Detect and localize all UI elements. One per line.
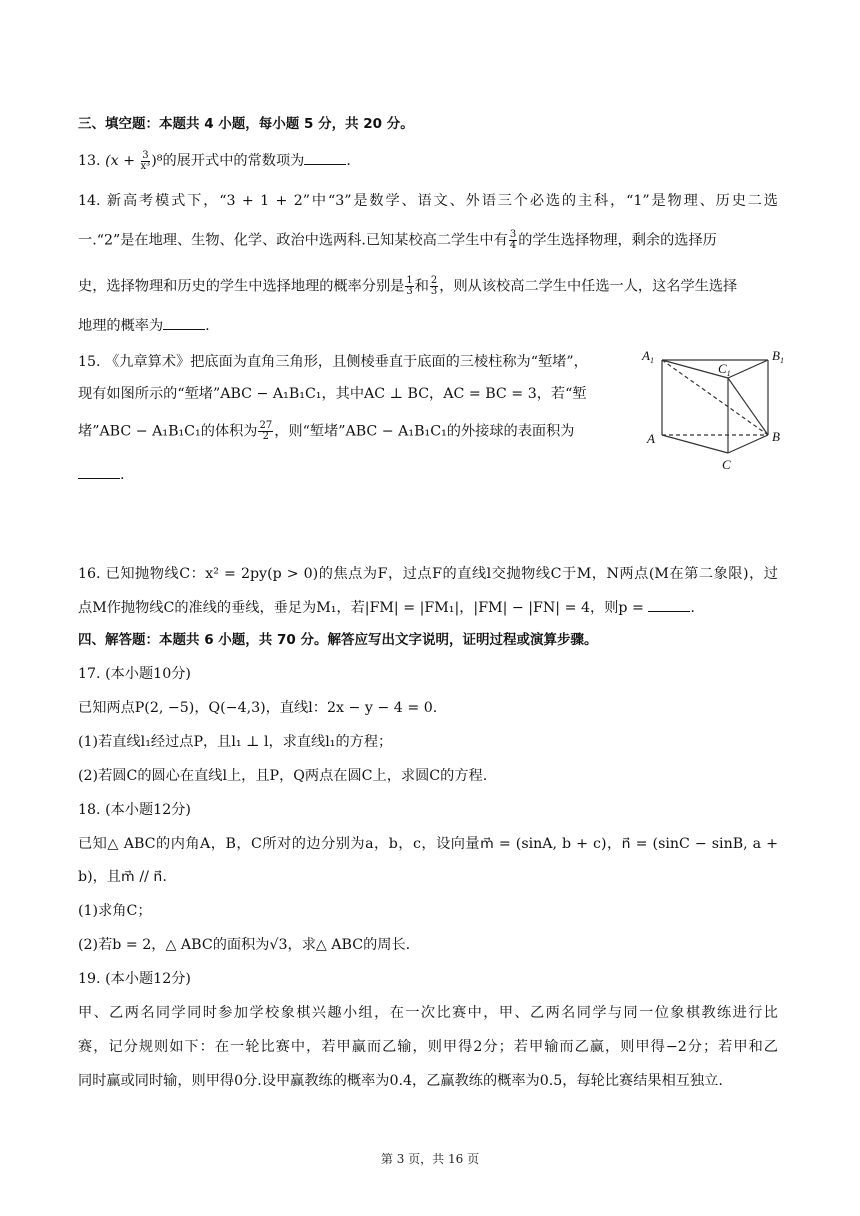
- q13-frac-den: x³: [140, 160, 151, 172]
- q14-line-4-text: 地理的概率为: [78, 318, 164, 334]
- q16-answer-blank[interactable]: [648, 597, 690, 612]
- q15-answer-blank[interactable]: [78, 464, 120, 479]
- q15-frac-num: 27: [259, 420, 273, 431]
- q17-title: 17. (本小题10分): [78, 666, 191, 682]
- q14-frac-den: 4: [509, 240, 517, 251]
- q16-line-2: [78, 597, 778, 618]
- q15-line-1: 15. 《九章算术》把底面为直角三角形，且侧棱垂直于底面的三棱柱称为“堑堵”，: [78, 354, 588, 370]
- q13-expr-left: (x +: [105, 153, 140, 169]
- page-footer: 第 3 页，共 16 页: [380, 1152, 480, 1166]
- q17-line-2: (1)若直线l₁经过点P，且l₁ ⊥ l，求直线l₁的方程；: [78, 734, 393, 750]
- q14-frac-num: 3: [509, 229, 517, 240]
- edge-cb: [728, 435, 768, 453]
- q17-line-1: 已知两点P(2, −5)，Q(−4,3)，直线l：2x − y − 4 = 0.: [78, 700, 438, 716]
- q14-end: .: [205, 318, 210, 334]
- label-a1: $A_1$: [642, 348, 654, 365]
- q18-line-2: b)，且m⃗ // n⃗.: [78, 869, 167, 885]
- q15-line-3b: ，则“堑堵”ABC − A₁B₁C₁的外接球的表面积为: [274, 423, 575, 440]
- q14-f2-den: 3: [430, 286, 438, 297]
- edge-c1b: [728, 378, 768, 435]
- q15-fraction-27-2: [258, 421, 273, 442]
- q13-text: 的展开式中的常数项为: [162, 153, 305, 169]
- q14-line-4: [78, 315, 778, 336]
- q15-line-3a: 堵”ABC − A₁B₁C₁的体积为: [78, 423, 258, 440]
- q14-line-2b: 的学生选择物理，剩余的选择历: [518, 232, 717, 249]
- q14-f1-den: 3: [406, 286, 413, 297]
- q13-expr-right: )⁸: [151, 153, 163, 169]
- section-4-heading: 四、解答题：本题共 6 小题，共 70 分。解答应写出文字说明，证明过程或演算步骤。: [78, 632, 598, 648]
- q18-line-1: 已知△ ABC的内角A，B，C所对的边分别为a，b，c，设向量m⃗ = (sinA, b + c)，n⃗ = (sinC − sinB, a +: [78, 836, 778, 852]
- q14-line-2: [78, 230, 778, 251]
- q17-line-3: (2)若圆C的圆心在直线l上，且P，Q两点在圆C上，求圆C的方程.: [78, 768, 488, 784]
- label-c1: $C_1$: [718, 361, 731, 378]
- q14-f1-num: 1: [406, 275, 413, 286]
- label-b1: $B_1$: [772, 348, 784, 365]
- q18-title: 18. (本小题12分): [78, 802, 191, 818]
- q14-line-3a: 史，选择物理和历史的学生中选择地理的概率分别是: [78, 278, 405, 295]
- label-b: B: [772, 429, 780, 444]
- q13-number: 13.: [78, 153, 101, 169]
- q14-line-2a: 一.“2”是在地理、生物、化学、政治中选两科.已知某校高二学生中有: [78, 232, 508, 249]
- q13-answer-blank[interactable]: [304, 150, 346, 165]
- q15-end: .: [120, 467, 125, 483]
- q16-line-1: 16. 已知抛物线C：x² = 2py(p > 0)的焦点为F，过点F的直线l交抛物线C于M，N两点(M在第二象限)，过: [78, 566, 778, 582]
- q19-title: 19. (本小题12分): [78, 971, 191, 987]
- q18-line-3: (1)求角C；: [78, 903, 152, 919]
- q14-line-3b: ，则从该校高二学生中任选一人，这名学生选择: [439, 278, 738, 295]
- q14-line-3: [78, 276, 778, 297]
- q14-line-3-mid: 和: [414, 278, 429, 295]
- q14-answer-blank[interactable]: [163, 315, 205, 330]
- q16-line-2a: 点M作抛物线C的准线的垂线，垂足为M₁，若|FM| = |FM₁|，|FM| − |FN| = 4，则p =: [78, 600, 649, 616]
- edge-a1b-hidden: [662, 360, 768, 435]
- q19-line-3: 同时赢或同时输，则甲得0分.设甲赢教练的概率为0.4，乙赢教练的概率为0.5，每轮比赛结果相互独立.: [78, 1073, 723, 1089]
- label-a: A: [647, 431, 655, 446]
- q13-end: .: [346, 153, 351, 169]
- label-c: C: [722, 457, 731, 472]
- question-13: [78, 150, 778, 172]
- q15-line-2: 现有如图所示的“堑堵”ABC − A₁B₁C₁，其中AC ⊥ BC，AC = BC = 3，若“堑: [78, 386, 587, 402]
- q14-fraction-3-4: [509, 230, 517, 251]
- edge-b1c1: [728, 360, 768, 378]
- q15-frac-den: 2: [262, 431, 270, 442]
- q19-line-1: 甲、乙两名同学同时参加学校象棋兴趣小组，在一次比赛中，甲、乙两名同学与同一位象棋教练进行比: [78, 1005, 778, 1021]
- q13-fraction: [141, 151, 151, 172]
- section-3-heading: 三、填空题：本题共 4 小题，每小题 5 分，共 20 分。: [78, 116, 414, 132]
- edge-ac: [662, 435, 728, 453]
- q15-line-3: [78, 421, 628, 442]
- q16-end: .: [690, 600, 695, 616]
- q14-fraction-1-3: [405, 276, 413, 297]
- q13-frac-num: 3: [142, 149, 149, 161]
- prism-figure: [640, 340, 790, 480]
- q18-line-4: (2)若b = 2，△ ABC的面积为√3，求△ ABC的周长.: [78, 937, 411, 953]
- q14-line-1: 14. 新高考模式下，“3 + 1 + 2”中“3”是数学、语文、外语三个必选的主科，“1”是物理、历史二选: [78, 193, 778, 209]
- q14-f2-num: 2: [430, 275, 438, 286]
- q19-line-2: 赛，记分规则如下：在一轮比赛中，若甲赢而乙输，则甲得2分；若甲输而乙赢，则甲得−2分；若甲和乙: [78, 1039, 778, 1055]
- q14-fraction-2-3: [430, 276, 438, 297]
